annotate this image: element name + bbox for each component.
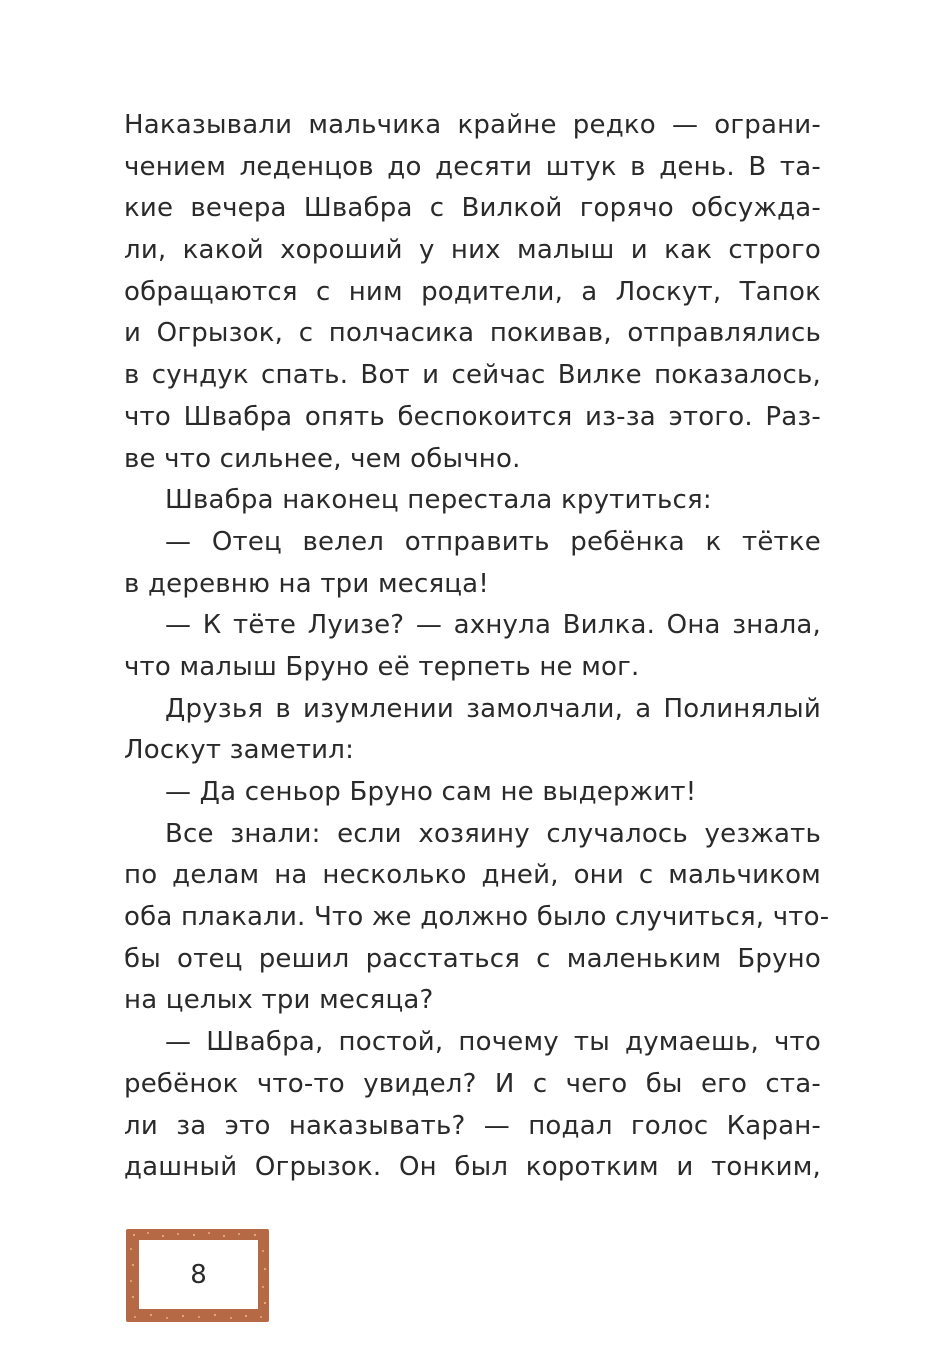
text-line: в деревню на три месяца! xyxy=(124,568,489,599)
text-line: Все знали: если хозяину случалось уезжать xyxy=(165,818,821,849)
text-line: ребёнок что-то увидел? И с чего бы его ста- xyxy=(124,1068,821,1099)
text-line: ли, какой хороший у них малыш и как строго xyxy=(124,235,821,266)
text-line: чением леденцов до десяти штук в день. В та- xyxy=(124,151,821,182)
text-line: на целых три месяца? xyxy=(124,985,434,1016)
text-line: оба плакали. Что же должно было случиться, что- xyxy=(124,902,830,933)
body-text xyxy=(124,105,830,1189)
text-line: — Да сеньор Бруно сам не выдержит! xyxy=(165,777,697,807)
text-line: что Швабра опять беспокоится из-за этого. Раз- xyxy=(124,401,821,432)
text-line: дашный Огрызок. Он был коротким и тонким, xyxy=(124,1152,821,1183)
text-line: ве что сильнее, чем обычно. xyxy=(124,443,521,474)
text-line: Лоскут заметил: xyxy=(124,735,355,766)
text-line: и Огрызок, с полчасика покивав, отправлялись xyxy=(124,318,821,349)
text-line: ли за это наказывать? — подал голос Каран- xyxy=(124,1110,821,1141)
text-line: кие вечера Швабра с Вилкой горячо обсужда- xyxy=(124,193,821,224)
text-line: Друзья в изумлении замолчали, а Полинялый xyxy=(165,693,821,724)
page-number-box xyxy=(139,1240,258,1309)
text-line: — Отец велел отправить ребёнка к тётке xyxy=(165,526,821,557)
text-line: обращаются с ним родители, а Лоскут, Тапок xyxy=(124,276,821,307)
text-line: Швабра наконец перестала крутиться: xyxy=(165,485,712,516)
text-line: по делам на несколько дней, они с мальчиком xyxy=(124,860,821,891)
page-number-frame xyxy=(126,1229,269,1322)
text-line: в сундук спать. Вот и сейчас Вилке показалось, xyxy=(124,360,821,391)
text-line: — К тёте Луизе? — ахнула Вилка. Она знала, xyxy=(165,610,821,641)
text-line: — Швабра, постой, почему ты думаешь, что xyxy=(165,1027,821,1058)
text-line: бы отец решил расстаться с маленьким Бруно xyxy=(124,943,821,974)
text-line: что малыш Бруно её терпеть не мог. xyxy=(124,651,640,682)
page-number: 8 xyxy=(190,1259,207,1290)
text-line: Наказывали мальчика крайне редко — ограни- xyxy=(124,110,821,140)
